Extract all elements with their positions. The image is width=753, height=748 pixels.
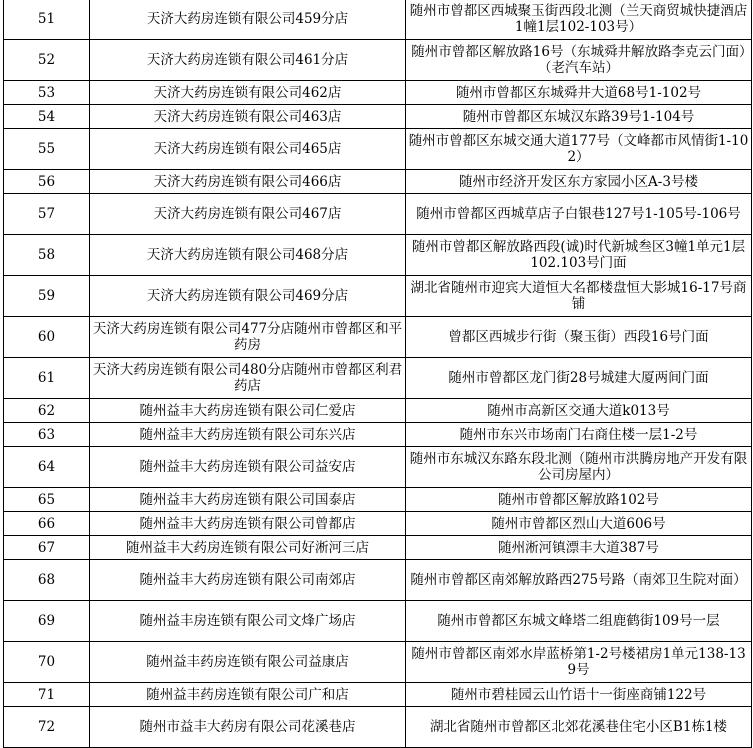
row-number: 56: [4, 170, 90, 194]
table-row: [4, 129, 752, 170]
store-address: 湖北省随州市曾都区北郊花溪巷住宅小区B1栋1楼: [406, 707, 752, 748]
row-number: 61: [4, 358, 90, 399]
store-address: 随州市曾都区烈山大道606号: [406, 512, 752, 536]
row-number: 68: [4, 560, 90, 601]
store-name: 天济大药房连锁有限公司480分店随州市曾都区利君药店: [90, 358, 406, 399]
row-number: 53: [4, 81, 90, 105]
table-row: [4, 276, 752, 317]
row-number: 62: [4, 399, 90, 423]
row-number: 54: [4, 105, 90, 129]
store-name: 天济大药房连锁有限公司469分店: [90, 276, 406, 317]
table-row: [4, 0, 752, 40]
store-address: 随州市高新区交通大道k013号: [406, 399, 752, 423]
row-number: 59: [4, 276, 90, 317]
store-name: 天济大药房连锁有限公司466店: [90, 170, 406, 194]
row-number: 63: [4, 423, 90, 447]
store-name: 天济大药房连锁有限公司477分店随州市曾都区和平药房: [90, 317, 406, 358]
store-address: 随州市曾都区南郊解放路西275号路（南郊卫生院对面）: [406, 560, 752, 601]
row-number: 58: [4, 235, 90, 276]
store-name: 随州益丰大药房连锁有限公司东兴店: [90, 423, 406, 447]
table-row: [4, 601, 752, 642]
table-row: [4, 447, 752, 488]
store-name: 随州益丰大药房连锁有限公司国泰店: [90, 488, 406, 512]
table-row: [4, 642, 752, 683]
store-name: 天济大药房连锁有限公司462店: [90, 81, 406, 105]
store-name: 天济大药房连锁有限公司468分店: [90, 235, 406, 276]
store-address: 随州市碧桂园云山竹语十一街座商铺122号: [406, 683, 752, 707]
store-address: 随州市曾都区南郊水岸蓝桥第1-2号楼裙房1单元138-139号: [406, 642, 752, 683]
row-number: 55: [4, 129, 90, 170]
store-address: 随州市曾都区东城文峰塔二组鹿鹤街109号一层: [406, 601, 752, 642]
store-name: 天济大药房连锁有限公司463店: [90, 105, 406, 129]
store-name: 随州益丰房连锁有限公司文烽广场店: [90, 601, 406, 642]
table-row: [4, 683, 752, 707]
row-number: 72: [4, 707, 90, 748]
store-name: 天济大药房连锁有限公司465店: [90, 129, 406, 170]
table-row: [4, 488, 752, 512]
table-row: [4, 81, 752, 105]
table-row: [4, 105, 752, 129]
store-name: 随州益丰大药房连锁有限公司仁爱店: [90, 399, 406, 423]
table-row: [4, 40, 752, 81]
store-address: 随州市东兴市场南门右商住楼一层1-2号: [406, 423, 752, 447]
store-name: 随州市益丰大药房有限公司花溪巷店: [90, 707, 406, 748]
row-number: 51: [4, 0, 90, 40]
row-number: 67: [4, 536, 90, 560]
store-name: 随州益丰大药房连锁有限公司南郊店: [90, 560, 406, 601]
store-address: 随州市东城汉东路东段北测（随州市洪腾房地产开发有限公司房屋内）: [406, 447, 752, 488]
row-number: 70: [4, 642, 90, 683]
store-address: 湖北省随州市迎宾大道恒大名都楼盘恒大影城16-17号商铺: [406, 276, 752, 317]
table-row: [4, 707, 752, 748]
row-number: 66: [4, 512, 90, 536]
store-address: 随州市曾都区东城舜井大道68号1-102号: [406, 81, 752, 105]
table-row: [4, 358, 752, 399]
store-name: 随州益丰药房连锁有限公司广和店: [90, 683, 406, 707]
row-number: 60: [4, 317, 90, 358]
store-address: 随州市曾都区东城汉东路39号1-104号: [406, 105, 752, 129]
store-name: 随州益丰大药房连锁有限公司曾都店: [90, 512, 406, 536]
store-name: 天济大药房连锁有限公司461分店: [90, 40, 406, 81]
store-name: 随州益丰大药房连锁有限公司好淅河三店: [90, 536, 406, 560]
table-row: [4, 235, 752, 276]
store-name: 随州益丰药房连锁有限公司益康店: [90, 642, 406, 683]
row-number: 65: [4, 488, 90, 512]
table-row: [4, 194, 752, 235]
row-number: 57: [4, 194, 90, 235]
store-address: 随州市曾都区解放路16号（东城舜井解放路李克云门面）（老汽车站）: [406, 40, 752, 81]
store-address: 随州市曾都区西城聚玉街西段北测（兰天商贸城快捷酒店1幢1层102-103号）: [406, 0, 752, 40]
table-row: [4, 423, 752, 447]
row-number: 71: [4, 683, 90, 707]
store-address: 随州市曾都区解放路西段(诚)时代新城叁区3幢1单元1层102.103号门面: [406, 235, 752, 276]
store-address: 随州市经济开发区东方家园小区A-3号楼: [406, 170, 752, 194]
row-number: 69: [4, 601, 90, 642]
row-number: 64: [4, 447, 90, 488]
store-name: 随州益丰大药房连锁有限公司益安店: [90, 447, 406, 488]
pharmacy-table: [3, 0, 752, 748]
table-row: [4, 317, 752, 358]
store-address: 随州市曾都区解放路102号: [406, 488, 752, 512]
store-name: 天济大药房连锁有限公司467店: [90, 194, 406, 235]
table-row: [4, 399, 752, 423]
table-row: [4, 170, 752, 194]
table-row: [4, 536, 752, 560]
store-address: 随州市曾都区东城交通大道177号（文峰都市风情街1-102）: [406, 129, 752, 170]
store-address: 随州淅河镇漂丰大道387号: [406, 536, 752, 560]
table-row: [4, 560, 752, 601]
row-number: 52: [4, 40, 90, 81]
table-row: [4, 512, 752, 536]
store-address: 随州市曾都区龙门街28号城建大厦两间门面: [406, 358, 752, 399]
store-address: 曾都区西城步行街（聚玉街）西段16号门面: [406, 317, 752, 358]
store-name: 天济大药房连锁有限公司459分店: [90, 0, 406, 40]
store-address: 随州市曾都区西城草店子白银巷127号1-105号-106号: [406, 194, 752, 235]
